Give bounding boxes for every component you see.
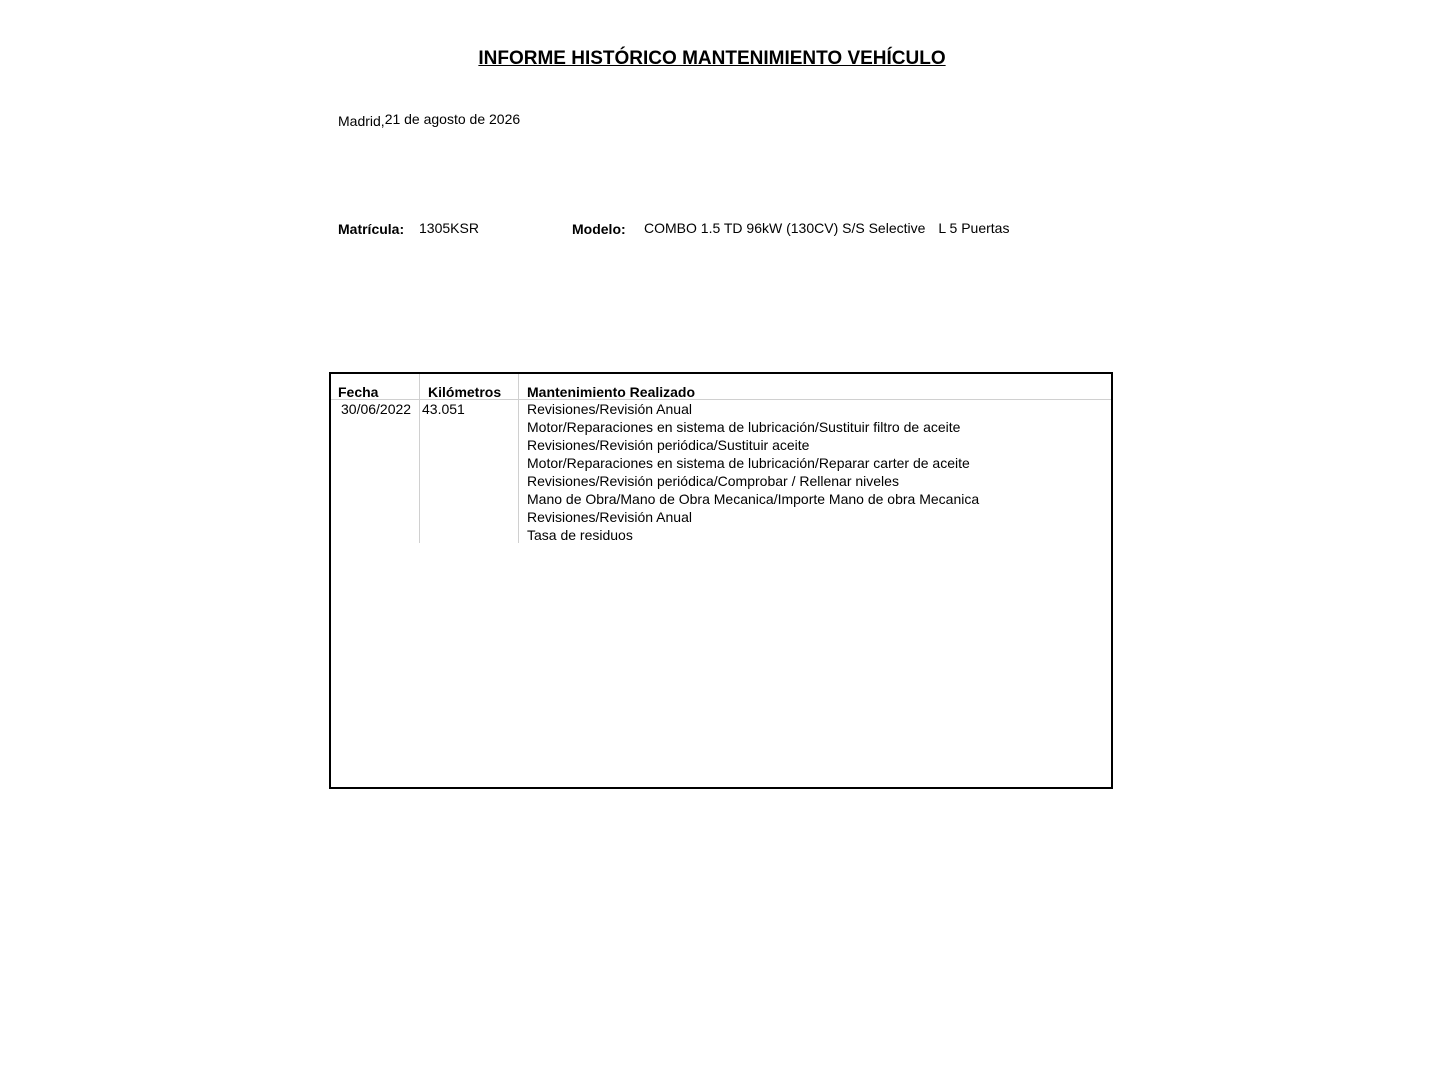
report-city: Madrid,: [338, 113, 385, 129]
table-header-row: [331, 374, 1111, 400]
model-label: Modelo:: [572, 221, 626, 237]
header-km: Kilómetros: [428, 384, 502, 400]
column-divider: [518, 374, 519, 543]
report-title: INFORME HISTÓRICO MANTENIMIENTO VEHÍCULO: [478, 48, 946, 69]
column-divider: [419, 374, 420, 543]
maintenance-history-table: [329, 372, 1113, 789]
plate-label: Matrícula:: [338, 221, 405, 237]
work-item: Tasa de residuos: [527, 527, 633, 543]
work-item: Revisiones/Revisión periódica/Sustituir aceite: [527, 437, 810, 453]
row-date: 30/06/2022: [341, 401, 412, 417]
plate-value: 1305KSR: [419, 220, 479, 236]
model-value: [644, 220, 1009, 236]
model-variant: L 5 Puertas: [938, 220, 1010, 236]
work-item: Motor/Reparaciones en sistema de lubricación/Sustituir filtro de aceite: [527, 419, 961, 435]
row-km: 43.051: [422, 401, 465, 417]
header-work: Mantenimiento Realizado: [527, 384, 696, 400]
maintenance-work-list: [527, 400, 979, 544]
report-date: 21 de agosto de 2026: [384, 111, 521, 127]
work-item: Mano de Obra/Mano de Obra Mecanica/Importe Mano de obra Mecanica: [527, 491, 980, 507]
header-date: Fecha: [338, 384, 379, 400]
model-name: COMBO 1.5 TD 96kW (130CV) S/S Selective: [644, 220, 926, 236]
work-item: Revisiones/Revisión periódica/Comprobar / Rellenar niveles: [527, 473, 899, 489]
work-item: Revisiones/Revisión Anual: [527, 509, 692, 525]
work-item: Revisiones/Revisión Anual: [527, 401, 692, 417]
work-item: Motor/Reparaciones en sistema de lubricación/Reparar carter de aceite: [527, 455, 970, 471]
place-and-date: [338, 111, 520, 127]
